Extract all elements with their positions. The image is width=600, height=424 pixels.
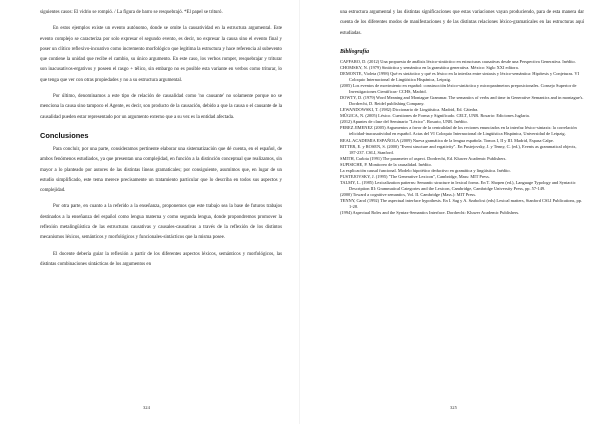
- reference-item: REAL ACADEMIA ESPAÑOLA (2009) Nueva gramática de la lengua española. Tomos I, II y III. Madrid, Espasa Calpe.: [340, 137, 554, 143]
- reference-item: DOWTY, D. (1979) Word Meaning and Montague Grammar. The semantics of verbs and time in Generative Semantics and in montague's. Dordrecht, D. Reidel publishing Company.: [340, 95, 584, 107]
- reference-item: (2012) Apuntes de clase del Seminario "Léxico". Rosario, UNR. Inédito.: [340, 119, 468, 125]
- right-page: [300, 0, 600, 424]
- paragraph: Por último, denominamos a este tipo de relación de causalidad como 'no causante' no solamente porque no se menciona la causa sino tampoco el Agente, es decir, son producto de la causación, debido a que la causa o el causante de la causalidad pueden estar representado por un argumento externo que a su vez es la entidad afectada.: [40, 94, 282, 120]
- reference-item: CAFFARO, D. (2012) Una propuesta de análisis léxico-sintáctico en estructuras causativas desde una Perspectiva Generativa. Inédito.: [340, 58, 576, 64]
- reference-item: CHOMSKY, N. (1979) Sintáctica y semántica en la gramática generativa. México: Siglo XXI editora.: [340, 64, 519, 70]
- reference-item: PEREZ JIMENEZ (2005) Argumentos a favor de la centralidad de los reciones enunciados en la interfaz léxico-sintaxis: la correlación telicidad-inacusatividad en español. Actas del VI Coloquio Internacional de Lingüística Hispánica, Universidad de Leipzig.: [340, 125, 577, 137]
- reference-item: MÚGICA, N. (2005) Léxico. Cuestiones de Forma y Significado. CELT, UNR. Rosario: Ediciones Juglaria.: [340, 113, 530, 119]
- paragraph: Para concluir, por una parte, consideramos pertinente elaborar una sistematización que dé cuenta, en el español, de ambos fenómenos estudiados, ya que presentan una complejidad, en función a la distinción conceptual que realizamos, sin mayor a lo planteado por autores de las distintas líneas gramaticales; por consiguiente, asumimos que, en lugar de un estudio simplificado, este tema merece precisamente un tratamiento particular que lo describa en todos sus aspectos y complejidad.: [40, 146, 282, 194]
- page-number: 324: [143, 405, 150, 410]
- paragraph: siguientes casos: El vidrio se rompió. / La figura de barro se resquebrajó. *El papel se trituró.: [40, 10, 223, 15]
- right-text-column: [340, 8, 584, 216]
- reference-item: SMITH, Carlota (1991) The parameter of aspect. Dordrecht, Ed. Kluwer Academic Publishers.: [340, 155, 507, 161]
- left-text-column: [40, 8, 282, 270]
- section-heading: Conclusiones: [40, 130, 89, 140]
- reference-item: (2005) Los eventos de movimiento en español: construcción léxico-sintáctica y microparámetros preposicionales. Consejo Superior de Investigaciones Científicas- CCHS, Madrid.: [340, 83, 577, 95]
- reference-item: DEMONTE, Violeta (1998) Qué es sintáctico y qué es léxico en la interfaz entre sintaxis y léxico-semántica: Hipótesis y Conjeturas. VI Coloquio Internacional de Lingüística Hispánica, Leipzig.: [340, 70, 580, 83]
- reference-list: [340, 59, 584, 216]
- reference-item: (2000) Toward a cognitive semantics, Vol. II. Cambridge (Mass.): MIT Press.: [340, 191, 477, 197]
- reference-item: LEWANDOWSKI, T. (1982) Diccionario de Lingüística. Madrid, Ed. Cátedra.: [340, 107, 479, 113]
- paragraph: En estos ejemplos existe un evento autónomo, donde se omite la causatividad en la estructura argumental. Este evento complejo se caracteriza por solo expresar el segundo evento, es decir, no expresar la causa sino el evento final y poser un clítico reflexivo-incoativo como incremento morfológico que legitima la estructura y hace referencia al subevento que contiene la unidad que recibe el cambio, su único argumento. En este caso, los verbos romper, resquebrajar y triturar son inacusativos-ergativos y poseen el rasgo + télico, sin embargo no es posible esta variante en verbos como triturar, lo que tenga que ver con otras propiedades y no a su estructura argumental.: [40, 26, 282, 83]
- page-number: 325: [450, 405, 457, 410]
- reference-item: TALMY, L. (1985) Lexicalization patterns: Semantic structure in lexical forms. En T. Shopen (ed.), Language Typology and Syntactic Description III: Grammatical Categories and the Lexicon, Cambridge, Cambridge University Press, pp. 57-149.: [340, 179, 576, 191]
- reference-item: SUPISICHE, P. Monitoreo de la causalidad. Inédito.: [340, 161, 432, 167]
- bibliography-title: Bibliografía: [340, 48, 369, 55]
- reference-item: RITTER, E. y ROSEN, S. (2000) "Event structure and ergativity". En Pustejovsky, J. y Tenny, C. (ed.), Events as grammatical objects, 187-237. CSLI, Stanford.: [340, 143, 577, 155]
- reference-item: La explicación causal funcional. Modelo hipotético deductivo en gramática y lingüística. Inédito.: [340, 167, 511, 173]
- paragraph: una estructura argumental y las distintas significaciones que estas variaciones vayan produciendo, para de esta manera dar cuenta de los diferentes modos de manifestaciones y de las distintas relaciones léxico-gramaticales en las estructuras aquí estudiadas.: [340, 10, 584, 36]
- reference-item: TENNY, Carol (1992) The aspectual interface hypothesis. En I. Sag y A. Szabolcsi (eds) Lexical matters, Stanford CSLI Publications, pp. 1-28.: [340, 197, 582, 210]
- paragraph: El docente debería guiar la reflexión a partir de los diferentes aspectos léxicos, semánticos y morfológicos, las distintas combinaciones sintácticas de los argumentos en: [40, 251, 282, 267]
- paragraph: Por otra parte, en cuanto a la referido a la enseñanza, proponemos que este trabajo sea la base de futuros trabajos destinados a la enseñanza del español como lengua materna y como segunda lengua, donde propondremos promover la reflexión metalingüística de las estructuras causativas y causales-causativas a través de la reflexión de los distintos mecanismos léxicos, semánticos y morfológicos y funcionales-sintácticos que la misma posee.: [40, 204, 282, 241]
- reference-item: PUSTEJOVSKY, J. (1995) "The Generative Lexicon", Cambridge, Mass: MIT Press.: [340, 173, 490, 179]
- reference-item: (1994) Aspectual Roles and the Syntax-Semantics Interface. Dordrecht: Kluwer Academic Publishers.: [340, 210, 520, 216]
